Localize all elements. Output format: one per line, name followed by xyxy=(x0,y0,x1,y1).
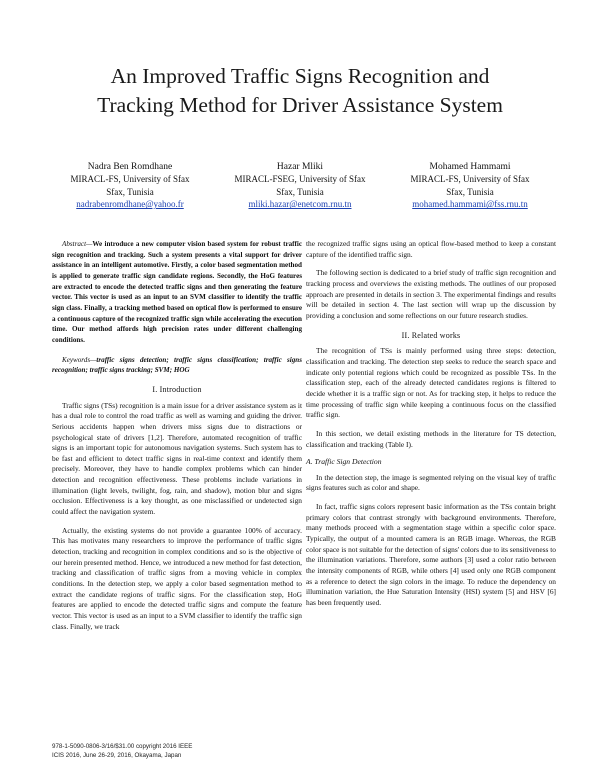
title-line-1: An Improved Traffic Signs Recognition and xyxy=(110,64,490,88)
title-line-2: Tracking Method for Driver Assistance System xyxy=(97,93,503,117)
footer-copyright: 978-1-5090-0806-3/16/$31.00 copyright 2016 IEEE xyxy=(52,743,193,750)
author-location: Sfax, Tunisia xyxy=(276,186,324,197)
detection-paragraph-2: In fact, traffic signs colors represent basic information as the TSs contain bright primary colors that contrast strongly with background environments. Therefore, many methods proceed with a segmentation stage within a specific color space. Typically, the output of a mounted camera is an RGB image. Whereas, the RGB color space is not suitable for the detection of signs' colors due to its sensitiveness to the illumination variations. Therefore, some authors [3] used a color ratio between the intensity components of RGB, while others [4] used only one RGB component as a reference to detect the sign colors in the image. To reduce the dependency on illumination variation, the Hue Saturation Intensity (HSI) system [5] and HSV [6] has been frequently used. xyxy=(306,502,556,608)
related-paragraph-1: The recognition of TSs is mainly performed using three steps: detection, classification and tracking. The detection step seeks to reduce the search space and indicate only potential regions which could be recognized as possible TSs. In the classification step, each of the already detected candidates regions is filtered to decide whether it is a traffic sign or not. As for tracking step, it helps to reduce the time processing of traffic sign while keeping a continuous focus on the classified traffic sign. xyxy=(306,346,556,420)
abstract-text: We introduce a new computer vision based system for robust traffic sign recognition and tracking. Such a system presents a vital support for driver assistance in an intelligent automotive. Firstly, a color based segmentation method is applied to generate traffic sign candidate regions. Secondly, the HoG features are extracted to encode the detected traffic signs and then generating the feature vector. This vector is used as an input to an SVM classifier to identify the traffic sign class. Finally, a tracking method based on optical flow is performed to ensure a continuous capture of the recognized traffic sign while accelerating the execution time. Our method affords high precision rates under different challenging conditions. xyxy=(52,240,302,344)
author-block-1 xyxy=(50,161,210,211)
keywords-text: traffic signs detection; traffic signs classification; traffic signs recognition; traffic signs tracking; SVM; HOG xyxy=(52,355,302,375)
author-location: Sfax, Tunisia xyxy=(446,186,494,197)
author-affiliation: MIRACL-FSEG, University of Sfax xyxy=(234,174,366,185)
intro-continuation-paragraph: the recognized traffic signs using an optical flow-based method to keep a constant capture of the identified traffic sign. xyxy=(306,239,556,259)
subsection-heading-detection: A. Traffic Sign Detection xyxy=(306,457,382,467)
related-paragraph-2: In this section, we detail existing methods in the literature for TS detection, classification and tracking (Table I). xyxy=(306,428,556,449)
author-affiliation: MIRACL-FS, University of Sfax xyxy=(70,174,190,185)
intro-paragraph-2: Actually, the existing systems do not provide a guarantee 100% of accuracy. This has motivates many researchers to improve the performance of traffic signs detection, tracking and recognition in complex conditions and so is the objective of our herein presented method. Hence, we introduced a new method for fast detection, tracking and classification of traffic signs from a moving vehicle in complex conditions. In the detection step, we apply a color based segmentation method to extract the candidate regions of traffic signs. For the classification step, HoG features are applied to encode the detected traffic signs and compute the feature vector. This vector is used as an input to a SVM classifier to identify the traffic sign class. Finally, we track xyxy=(52,525,302,631)
abstract xyxy=(52,239,302,346)
intro-outline-paragraph: The following section is dedicated to a brief study of traffic sign recognition and tracking process and overviews the existing methods. The outlines of our proposed approach are presented in details in section 3. The experimental findings and results will be detailed in section 4. The last section will wrap up the discussion by providing a conclusion and some reflections on our future research studies. xyxy=(306,268,556,320)
footer-conference: ICIS 2016, June 26-29, 2016, Okayama, Japan xyxy=(52,751,182,759)
author-name: Mohamed Hammami xyxy=(429,162,511,172)
intro-paragraph-1: Traffic signs (TSs) recognition is a main issue for a driver assistance system as it has a dual role to control the road traffic as well as warning and guiding the driver. Serious accidents happen when drivers miss signs due to distractions or psychological state of drivers [1,2]. Therefore, automated recognition of traffic signs is an important topic for autonomous navigation systems. Such system has to be fast and efficient to detect traffic signs in real-time context and identify them precisely. Moreover, they have to handle complex problems which can hinder detection and recognition effectiveness. These problems include variations in illumination (light levels, twilight, fog, rain, and shadow), motion blur and signs occlusion. Effectiveness is a key thought, as one misclassified or undetected sign could affect the navigation system. xyxy=(52,400,302,517)
author-email-link[interactable]: mohamed.hammami@fss.rnu.tn xyxy=(412,199,528,210)
section-heading-introduction: I. Introduction xyxy=(152,384,202,394)
right-column xyxy=(306,239,556,609)
left-column xyxy=(52,239,302,632)
paper-title xyxy=(40,62,560,120)
section-heading-related-works: II. Related works xyxy=(401,330,461,340)
author-affiliation: MIRACL-FS, University of Sfax xyxy=(410,174,530,185)
author-name: Hazar Mliki xyxy=(276,162,324,172)
abstract-lead: Abstract— xyxy=(62,240,93,248)
page-footer xyxy=(52,743,192,760)
author-block-2 xyxy=(220,161,380,211)
detection-paragraph-1: In the detection step, the image is segmented relying on the visual key of traffic signs features such as color and shape. xyxy=(306,472,556,493)
author-block-3 xyxy=(390,161,550,211)
author-email-link[interactable]: nadrabenromdhane@yahoo.fr xyxy=(76,199,184,210)
author-location: Sfax, Tunisia xyxy=(106,186,154,197)
keywords xyxy=(52,355,302,376)
author-name: Nadra Ben Romdhane xyxy=(87,162,173,172)
keywords-lead: Keywords— xyxy=(62,355,97,364)
author-email-link[interactable]: mliki.hazar@enetcom.rnu.tn xyxy=(248,199,352,210)
